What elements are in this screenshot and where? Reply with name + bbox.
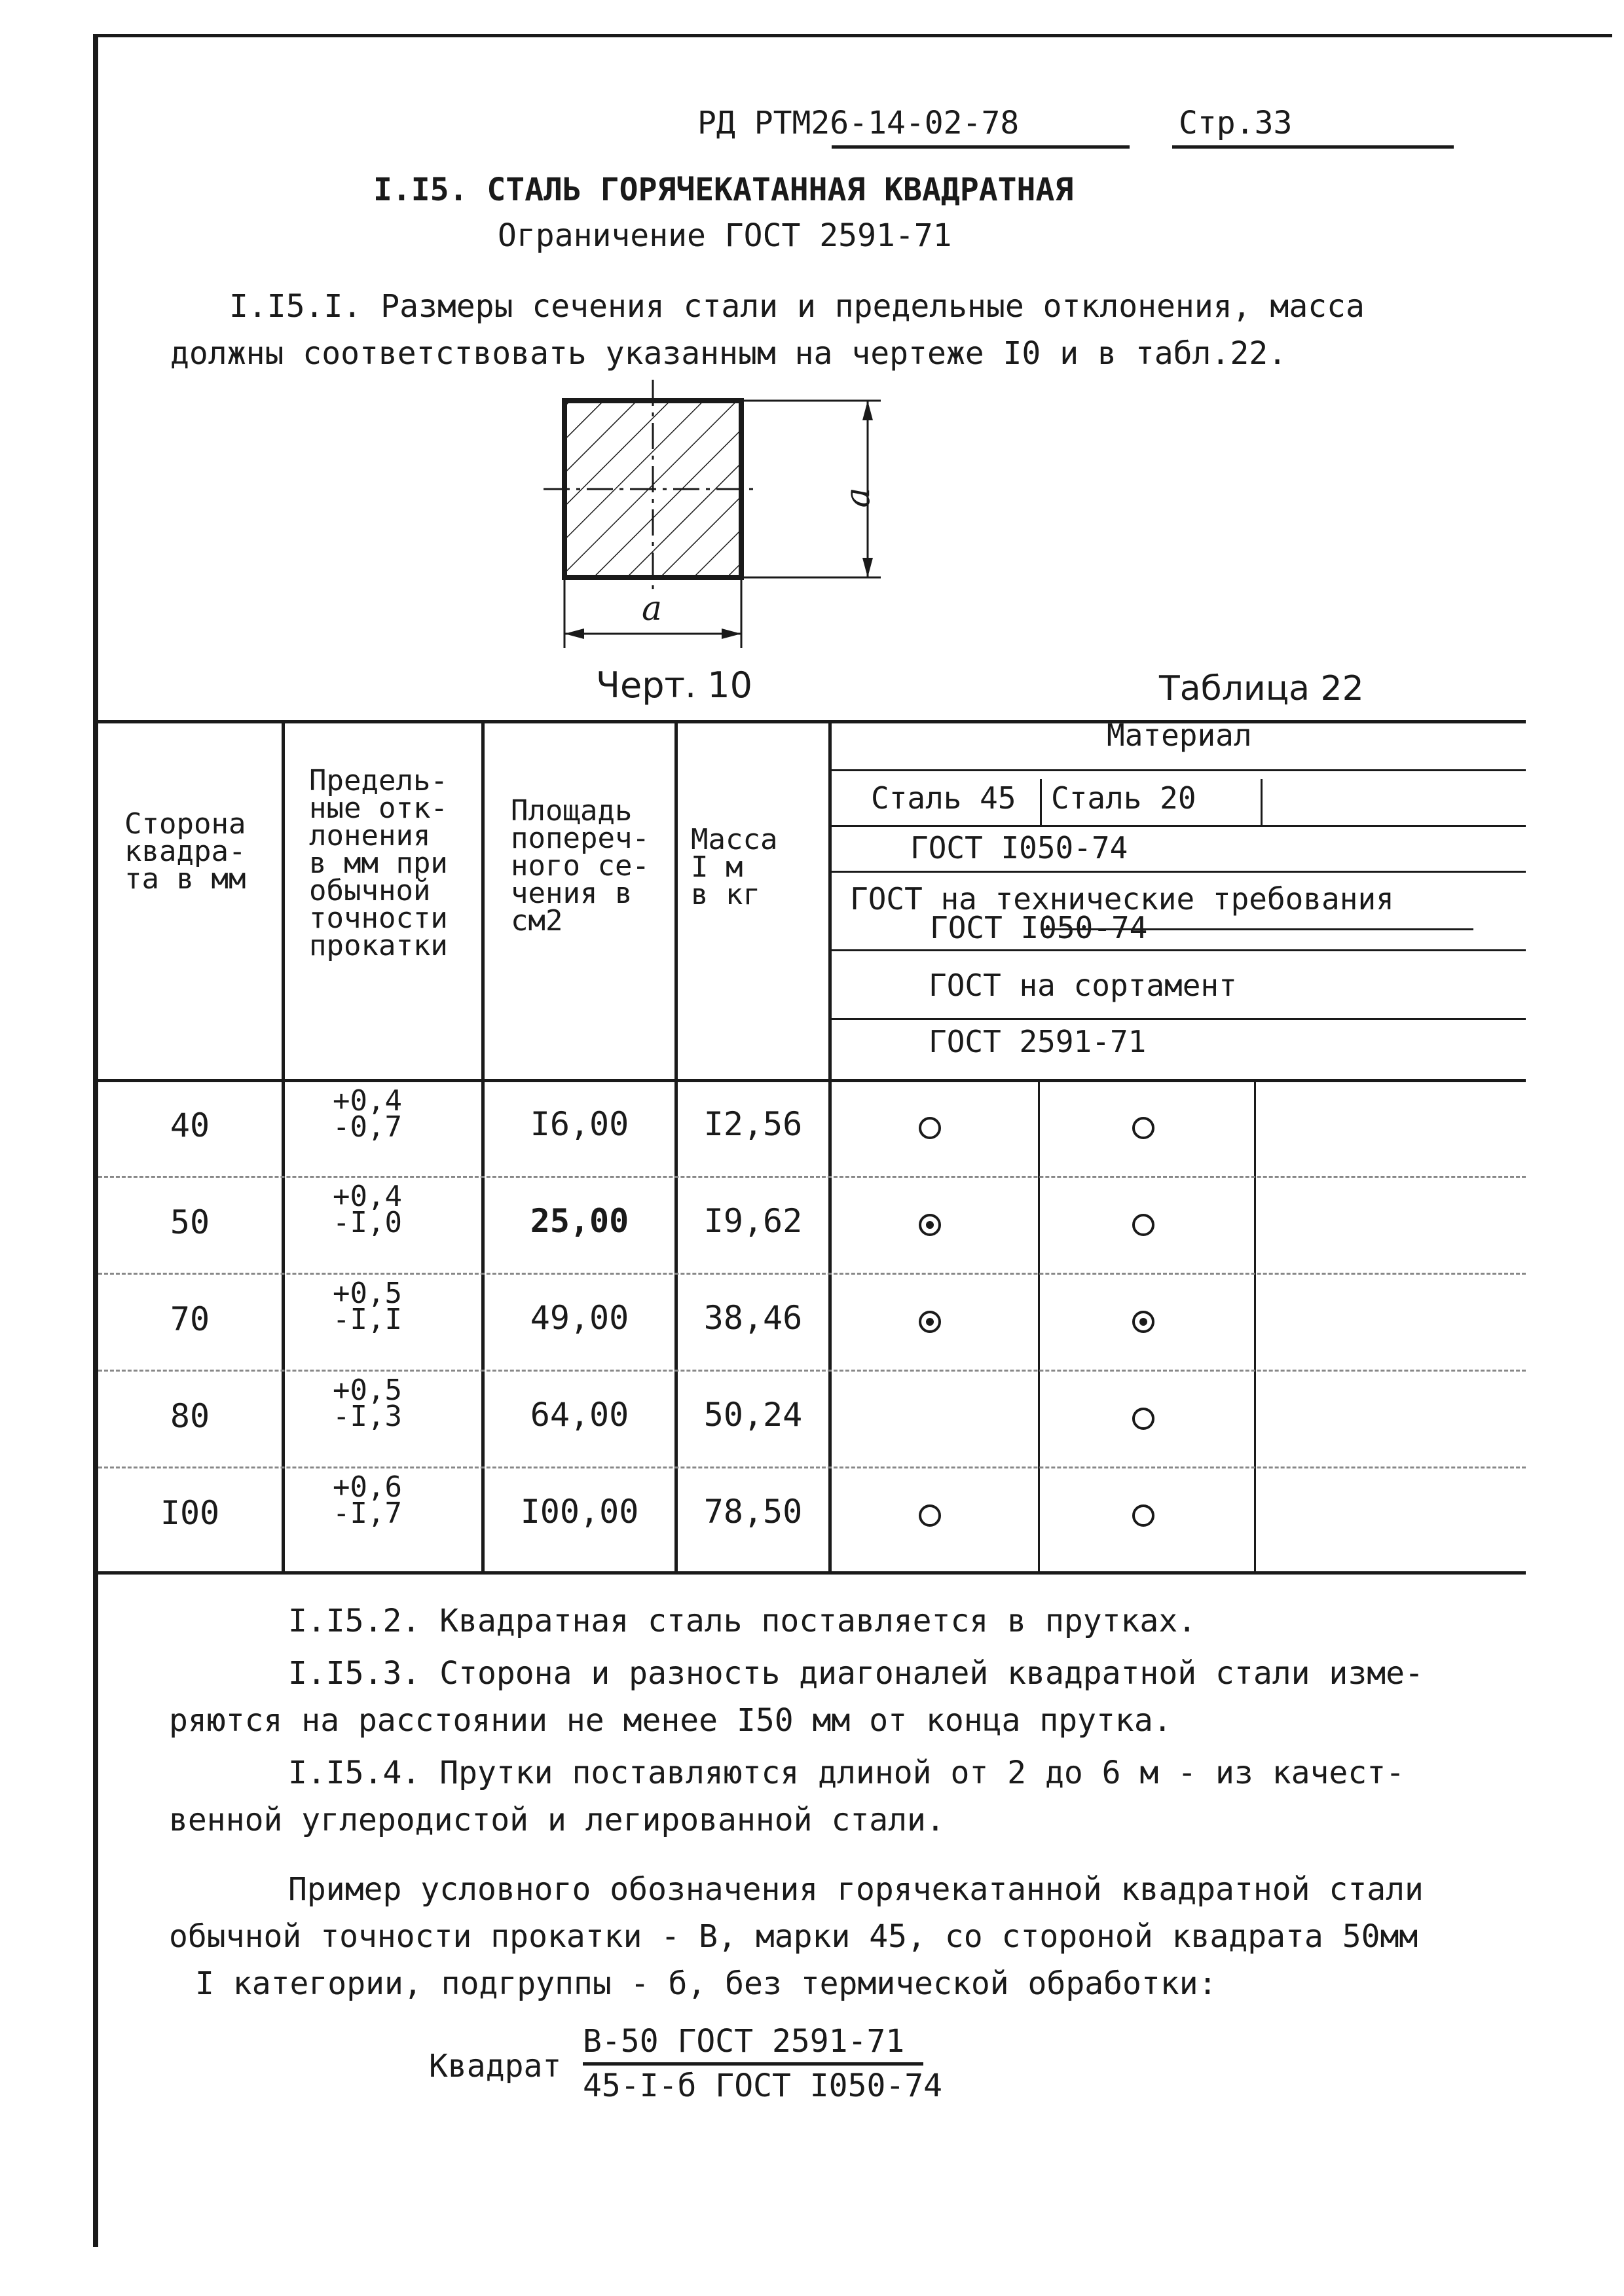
mark-steel20-open <box>1132 1408 1154 1430</box>
cell-area: I00,00 <box>520 1493 639 1531</box>
paragraph-3-line-2: ряются на расстоянии не менее I50 мм от конца прутка. <box>169 1702 1172 1739</box>
cell-tol-plus: +0,4 <box>333 1084 402 1118</box>
header-material: Материал <box>1107 718 1252 753</box>
doc-code-underline <box>832 145 1130 149</box>
page-number-underline <box>1172 145 1454 149</box>
cell-mass: 50,24 <box>703 1396 803 1434</box>
paragraph-1-line-1: I.I5.I. Размеры сечения стали и предельные отклонения, масса <box>229 288 1365 325</box>
paragraph-2: I.I5.2. Квадратная сталь поставляется в прутках. <box>288 1603 1197 1639</box>
cell-tol-plus: +0,5 <box>333 1277 402 1310</box>
cell-mass: I9,62 <box>703 1202 803 1240</box>
material-line-5 <box>828 1018 1526 1020</box>
cell-side: 80 <box>170 1397 210 1435</box>
material-line-1 <box>828 769 1526 771</box>
cell-side: 70 <box>170 1300 210 1338</box>
col-divider-6 <box>1254 1079 1256 1571</box>
header-area: Площадь попереч- ного се- чения в см2 <box>511 794 650 938</box>
mark-steel45-open <box>919 1504 941 1527</box>
col-divider-1 <box>282 720 285 1571</box>
cell-tol-minus: -I,0 <box>333 1206 402 1239</box>
cell-tol-minus: -I,7 <box>333 1497 402 1530</box>
col-divider-4 <box>828 720 832 1571</box>
header-tolerance: Предель- ные отк- лонения в мм при обычной точности прокатки <box>309 764 448 962</box>
cell-tol-minus: -I,3 <box>333 1400 402 1433</box>
cell-area: 25,00 <box>530 1202 629 1240</box>
section-subtitle: Ограничение ГОСТ 2591-71 <box>498 217 952 254</box>
cell-area: 49,00 <box>530 1299 629 1337</box>
designation-numerator: В-50 ГОСТ 2591-71 <box>583 2023 905 2060</box>
cell-area: 64,00 <box>530 1396 629 1434</box>
cell-side: 40 <box>170 1106 210 1144</box>
designation-label: Квадрат <box>429 2048 562 2085</box>
cell-side: 50 <box>170 1203 210 1241</box>
header-steel-20: Сталь 20 <box>1051 780 1196 816</box>
example-line-3: I категории, подгруппы - б, без термической обработки: <box>195 1965 1217 2002</box>
cell-tol-minus: -I,I <box>333 1303 402 1336</box>
paragraph-3-line-1: I.I5.3. Сторона и разность диагоналей квадратной стали изме- <box>288 1655 1424 1692</box>
row-divider-4 <box>98 1467 1526 1470</box>
mark-steel20-open <box>1132 1117 1154 1139</box>
cell-tol-minus: -0,7 <box>333 1110 402 1144</box>
paragraph-4-line-1: I.I5.4. Прутки поставляются длиной от 2 до 6 м - из качест- <box>288 1755 1405 1791</box>
col-divider-2 <box>481 720 485 1571</box>
cell-mass: I2,56 <box>703 1105 803 1143</box>
paragraph-1-line-2: должны соответствовать указанным на чертеже I0 и в табл.22. <box>170 335 1287 372</box>
square-section-drawing <box>524 380 917 681</box>
dimension-label-bottom: а <box>642 589 663 629</box>
header-gost-1050-a: ГОСТ I050-74 <box>910 830 1128 866</box>
row-divider-1 <box>98 1176 1526 1180</box>
mark-steel45-filled <box>919 1214 941 1236</box>
table-top-line <box>98 720 1526 723</box>
material-line-3 <box>828 871 1526 873</box>
cell-mass: 78,50 <box>703 1493 803 1531</box>
section-title: I.I5. СТАЛЬ ГОРЯЧЕКАТАННАЯ КВАДРАТНАЯ <box>373 172 1074 208</box>
header-mass: Масса I м в кг <box>691 823 778 911</box>
cell-mass: 38,46 <box>703 1299 803 1337</box>
header-assortment: ГОСТ на сортамент <box>929 968 1237 1003</box>
designation-denominator: 45-I-б ГОСТ I050-74 <box>583 2068 943 2104</box>
cell-tol-plus: +0,5 <box>333 1374 402 1407</box>
page-number: Стр.33 <box>1179 105 1293 141</box>
table-header-bottom-line <box>98 1079 1526 1082</box>
col-divider-3 <box>674 720 678 1571</box>
drawing-caption: Черт. 10 <box>596 665 753 706</box>
row-divider-3 <box>98 1370 1526 1374</box>
frame-left-border <box>93 34 98 2247</box>
cell-side: I00 <box>160 1494 220 1532</box>
doc-code: РД РТМ26-14-02-78 <box>697 105 1020 141</box>
table-caption: Таблица 22 <box>1159 669 1364 708</box>
mark-steel20-open <box>1132 1504 1154 1527</box>
mark-steel45-open <box>919 1117 941 1139</box>
row-divider-2 <box>98 1273 1526 1277</box>
paragraph-4-line-2: венной углеродистой и легированной стали. <box>169 1802 945 1838</box>
header-gost-2591: ГОСТ 2591-71 <box>929 1024 1147 1059</box>
mark-steel45-filled <box>919 1311 941 1333</box>
header-gost-1050-b: ГОСТ I050-74 <box>930 910 1148 945</box>
table-bottom-line <box>98 1571 1526 1575</box>
header-steel-45: Сталь 45 <box>871 780 1016 816</box>
material-line-4 <box>828 949 1526 951</box>
cell-tol-plus: +0,6 <box>333 1470 402 1504</box>
example-line-1: Пример условного обозначения горячекатанной квадратной стали <box>288 1871 1424 1908</box>
header-tech-requirements: ГОСТ на технические требования <box>850 881 1394 917</box>
designation-fraction-bar <box>583 2062 923 2066</box>
frame-top-border <box>93 34 1612 37</box>
header-side: Сторона квадра- та в мм <box>124 807 246 896</box>
col-divider-steel-header-2 <box>1261 779 1263 825</box>
material-line-2 <box>828 825 1526 827</box>
dimension-label-side: а <box>838 487 878 508</box>
col-divider-5 <box>1038 1079 1040 1571</box>
mark-steel20-filled <box>1132 1311 1154 1333</box>
mark-steel20-open <box>1132 1214 1154 1236</box>
cell-area: I6,00 <box>530 1105 629 1143</box>
col-divider-steel-header <box>1040 779 1042 825</box>
cell-tol-plus: +0,4 <box>333 1180 402 1213</box>
example-line-2: обычной точности прокатки - В, марки 45, со стороной квадрата 50мм <box>169 1918 1418 1955</box>
